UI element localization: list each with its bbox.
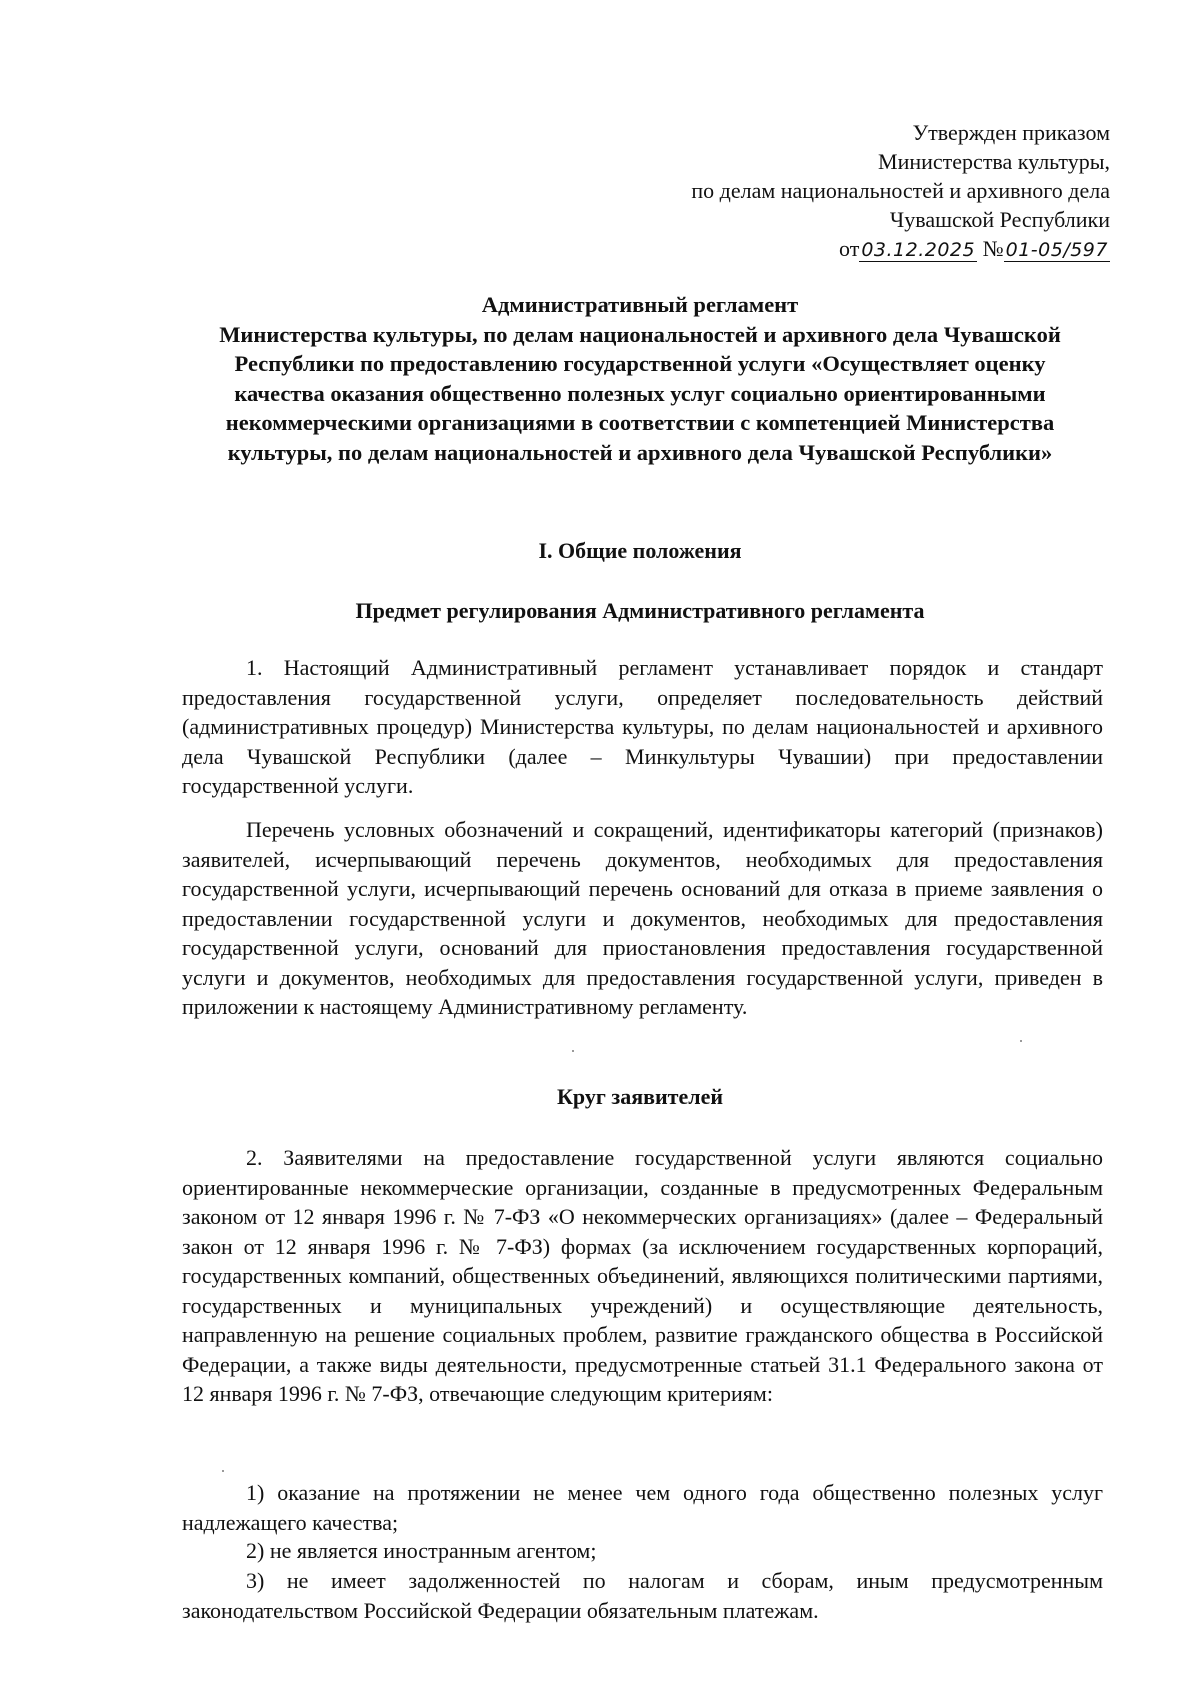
title-line-5: некоммерческими организациями в соответствии с компетенцией Министерства: [225, 410, 1055, 435]
list-item-2: 2) не является иностранным агентом;: [246, 1538, 597, 1563]
date-prefix: от: [838, 236, 860, 261]
number-prefix: №: [982, 236, 1004, 261]
handwritten-date: 03.12.2025: [861, 239, 976, 261]
document-title: [175, 290, 1105, 467]
list-item-1: 1) оказание на протяжении не менее чем одного года общественно полезных услуг надлежащего качества;: [182, 1480, 1103, 1535]
scan-speck: [1020, 1040, 1022, 1042]
approval-date-number: [691, 234, 1110, 265]
approval-block: [691, 118, 1110, 265]
paragraph-3: 2. Заявителями на предоставление государственной услуги являются социально ориентированные некоммерческие организации, созданные в предусмотренных Федеральным законом от 12 января 1996 г. № 7-ФЗ «О некоммерческих организациях» (далее – Федеральный закон от 12 января 1996 г. № 7-ФЗ) формах (за исключением государственных корпораций, государственных компаний, общественных объединений, являющихся политическими партиями, государственных и муниципальных учреждений) и осуществляющие деятельность, направленную на решение социальных проблем, развитие гражданского общества в Российской Федерации, а также виды деятельности, предусмотренные статьей 31.1 Федерального закона от 12 января 1996 г. № 7-ФЗ, отвечающие следующим критериям:: [182, 1145, 1103, 1406]
title-line-2: Министерства культуры, по делам национальностей и архивного дела Чувашской: [219, 321, 1061, 347]
title-line-6: культуры, по делам национальностей и архивного дела Чувашской Республики»: [227, 439, 1053, 465]
list-item-3: 3) не имеет задолженностей по налогам и сборам, иным предусмотренным законодательством Российской Федерации обязательным платежам.: [182, 1568, 1103, 1623]
scan-speck: [572, 1050, 574, 1052]
title-line-1: Административный регламент: [481, 292, 799, 317]
approval-line-2: Министерства культуры,: [878, 149, 1110, 174]
section-heading-subject: Предмет регулирования Административного регламента: [355, 598, 925, 623]
title-line-4: качества оказания общественно полезных услуг социально ориентированными: [234, 380, 1046, 406]
paragraph-2: Перечень условных обозначений и сокращений, идентификаторы категорий (признаков) заявителей, исчерпывающий перечень документов, необходимых для предоставления государственной услуги, исчерпывающий перечень оснований для отказа в приеме заявления о предоставлении государственной услуги и документов, необходимых для предоставления государственной услуги, оснований для приостановления предоставления государственной услуги и документов, необходимых для предоставления государственной услуги, приведен в приложении к настоящему Административному регламенту.: [182, 817, 1103, 1019]
section-heading-general: I. Общие положения: [538, 538, 742, 563]
section-heading-applicants: Круг заявителей: [556, 1084, 724, 1109]
scan-speck: [222, 1470, 224, 1472]
paragraph-1: 1. Настоящий Административный регламент устанавливает порядок и стандарт предоставления государственной услуги, определяет последовательность действий (административных процедур) Министерства культуры, по делам национальностей и архивного дела Чувашской Республики (далее – Минкультуры Чувашии) при предоставлении государственной услуги.: [182, 655, 1103, 798]
approval-line-1: Утвержден приказом: [912, 120, 1110, 145]
title-line-3: Республики по предоставлению государственной услуги «Осуществляет оценку: [234, 351, 1046, 376]
approval-line-4: Чувашской Республики: [889, 207, 1110, 232]
handwritten-number: 01-05/597: [1005, 239, 1108, 261]
approval-line-3: по делам национальностей и архивного дела: [691, 178, 1110, 203]
